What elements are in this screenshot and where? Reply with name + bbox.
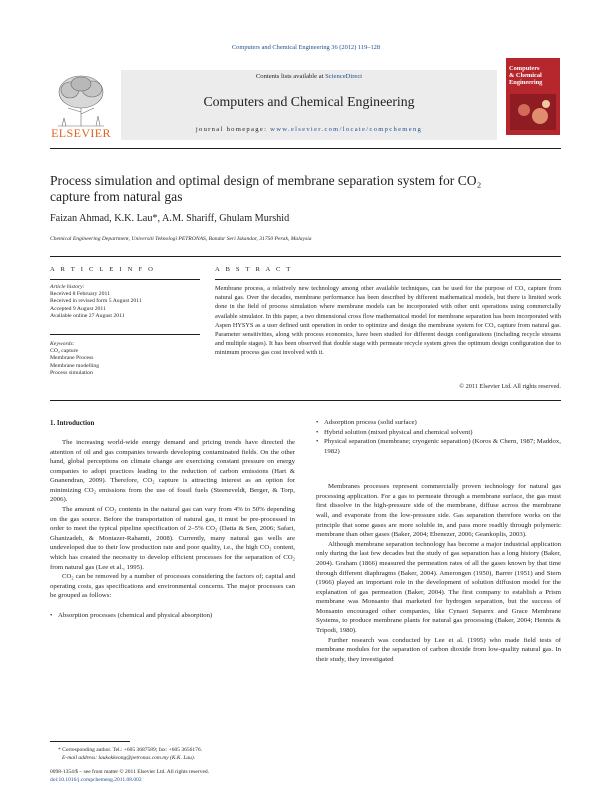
affiliation: Chemical Engineering Department, Universiti Teknologi PETRONAS, Bandar Seri Iskandar, 31750 Perak, Malaysia: [50, 236, 312, 242]
footnote-rule: [50, 741, 130, 742]
keyword-item: CO₂ capture: [50, 348, 79, 355]
email-note[interactable]: E-mail address: laukokkeong@petronas.com.my (K.K. Lau).: [62, 755, 196, 761]
keywords-label: Keywords:: [50, 341, 75, 347]
keyword-item: Membrane Process: [50, 355, 94, 362]
body-paragraph: The increasing world-wide energy demand and pricing trends have directed the attention of oil and gas companies towards developing contaminated fields. On the other hand, global perceptions on climate change are exercising constant pressure on energy companies to adopt practices leading to the reduction of carbon emissions (Hart & Gnanendran, 2009). Therefore, CO₂ capture is attracting interest as an option for minimizing CO₂ emissions from the use of fossil fuels (Steeneveldt, Berger, & Torp, 2006).: [50, 439, 295, 504]
issn-doi: [50, 769, 295, 784]
section-rule: [50, 256, 561, 257]
abstract-bottom-rule: [50, 400, 561, 401]
right-column: [316, 418, 561, 664]
article-title: [50, 173, 561, 205]
cover-title-line: Computers: [509, 65, 540, 72]
keywords: [50, 341, 200, 377]
keyword-item: Process simulation: [50, 369, 93, 376]
history-item: Accepted 9 August 2011: [50, 305, 106, 312]
list-item: • Hybrid solution (mixed physical and chemical solvent): [316, 428, 561, 438]
footnotes: [50, 746, 295, 762]
abstract-text: Membrane process, a relatively new technology among other available techniques, can be used for the purpose of CO₂ capture from natural gas. Over the decades, membrane performance has been described by different mathematical models, but there is limited work done in the field of process simulation where membrane models can be incorporated with other unit operations using commercially available simulator. In this paper, a two dimensional cross flow mathematical model for membrane separation has been incorporated with Aspen HYSYS as a user defined unit operation in order to optimize and design the membrane system for CO₂ capture from natural gas. Parameter sensitivities, along with process economics, have been studied for different design configurations (including recycle streams and multiple stages). It has been observed that double stage with permeate recycle system gives the optimum design configuration due to minimum process gas cost involved with it.: [215, 285, 561, 357]
copyright-notice: © 2011 Elsevier Ltd. All rights reserved.: [459, 383, 561, 390]
journal-citation[interactable]: Computers and Chemical Engineering 36 (2012) 119–128: [231, 44, 381, 51]
body-paragraph: Further research was conducted by Lee et al. (1995) who made field tests of membrane modules for the separation of carbon dioxide from low-quality natural gas. In their study, they investigated: [316, 636, 561, 663]
paragraph-gap: [316, 456, 561, 482]
cover-title-line: & Chemical: [509, 71, 542, 79]
contents-prefix: Contents lists available at: [255, 73, 326, 80]
history-item: Available online 27 August 2011: [50, 312, 125, 319]
list-item: • Adsorption process (solid surface): [316, 418, 561, 428]
body-paragraph: Membranes processes represent commercially proven technology for natural gas processing application. For a gas to permeate through a membrane surface, the gas must first dissolve in the high-pressure side of the membrane, diffuse across the membrane wall, and evaporate from the low-pressure side. Gas separation therefore works on the principle that some gases are more soluble in, and pass more readily through polymeric membrane than other gases (Baker, 2004; Ebenezer, 2006; Geankoplis, 2003).: [316, 483, 561, 539]
header-rule: [50, 148, 561, 149]
left-column: [50, 438, 295, 620]
abstract-rule: [215, 279, 561, 280]
history-item: Received in revised form 5 August 2011: [50, 298, 142, 305]
cover-title-line: Engineering: [509, 78, 543, 86]
issn-line: 0098-1354/$ – see front matter © 2011 Elsevier Ltd. All rights reserved.: [50, 769, 210, 775]
body-paragraph: CO₂ can be removed by a number of processes considering the factors of; capital and operating costs, gas specifications and environmental concerns. The major processes can be grouped as follows:: [50, 573, 295, 600]
corresponding-author-note: * Corresponding author. Tel.: +605 3687589; fax: +605 3656176.: [58, 747, 202, 753]
homepage-url-link[interactable]: www.elsevier.com/locate/compchemeng: [270, 126, 423, 133]
process-list-continued: [316, 418, 561, 456]
homepage-label: journal homepage:: [195, 126, 271, 133]
keyword-item: Membrane modelling: [50, 362, 100, 369]
article-title-line: Process simulation and optimal design of membrane separation system for CO₂: [50, 173, 482, 188]
introduction-heading: 1. Introduction: [50, 420, 95, 427]
contents-line: [121, 73, 497, 80]
history-item: Received 8 February 2011: [50, 291, 110, 298]
abstract-heading: A B S T R A C T: [215, 266, 293, 273]
article-history-label: Article history:: [50, 284, 85, 290]
process-list: [50, 611, 295, 621]
doi-link[interactable]: doi:10.1016/j.compchemeng.2011.08.002: [50, 776, 142, 783]
elsevier-wordmark: ELSEVIER: [51, 126, 111, 140]
journal-homepage: [121, 126, 497, 133]
article-history: [50, 284, 200, 320]
list-item: • Physical separation (membrane; cryogenic separation) (Koros & Chern, 1987; Maddox, 1982): [316, 437, 561, 456]
sciencedirect-link[interactable]: ScienceDirect: [325, 73, 363, 80]
keywords-rule: [50, 334, 200, 335]
body-paragraph: The amount of CO₂ contents in the natural gas can vary from 4% to 50% depending on the gas source. Before the transportation of natural gas, it must be pre-processed in order to meet the typical pipeline specification of 2–5% CO₂ (Datta & Sen, 2006; Safari, Ghanizadeh, & Montazer-Rahamti, 2008). Currently, many natural gas wells are undeveloped due to their low production rate and poor quality, i.e., the high CO₂ content, which has created the necessity to develop efficient processes for the separation of CO₂ from natural gas (Lee et al., 1995).: [50, 506, 295, 571]
journal-title: Computers and Chemical Engineering: [203, 94, 415, 109]
cover-title: [509, 66, 557, 86]
article-info-heading: A R T I C L E I N F O: [50, 266, 156, 273]
author-list[interactable]: Faizan Ahmad, K.K. Lau*, A.M. Shariff, Ghulam Murshid: [50, 213, 290, 224]
article-title-line: capture from natural gas: [50, 189, 183, 204]
list-item: • Absorption processes (chemical and physical absorption): [50, 611, 295, 621]
article-info-rule: [50, 279, 200, 280]
body-paragraph: Although membrane separation technology has become a major industrial application only during the last few decades but the study of gas separation has a long history (Baker, 2004). Graham (1866) measured the permeation rates of all the gases known by that time through different diaphragms (Baker, 2004). Amerongen (1950), Barrer (1951) and Stern (1966) played an important role in the development of solution diffusion model for the explanation of gas permeation (Baker, 2004). The first company to establish a Prism membrane was Monsanto that marketed for hydrogen separation, but the success of Monsanto encouraged other companies, like Cynaoi Separex and Grace Membrane Systems, to produce membrane plants for natural gas processing (Baker, 2004; Hennis & Tripodi, 1980).: [316, 540, 561, 634]
